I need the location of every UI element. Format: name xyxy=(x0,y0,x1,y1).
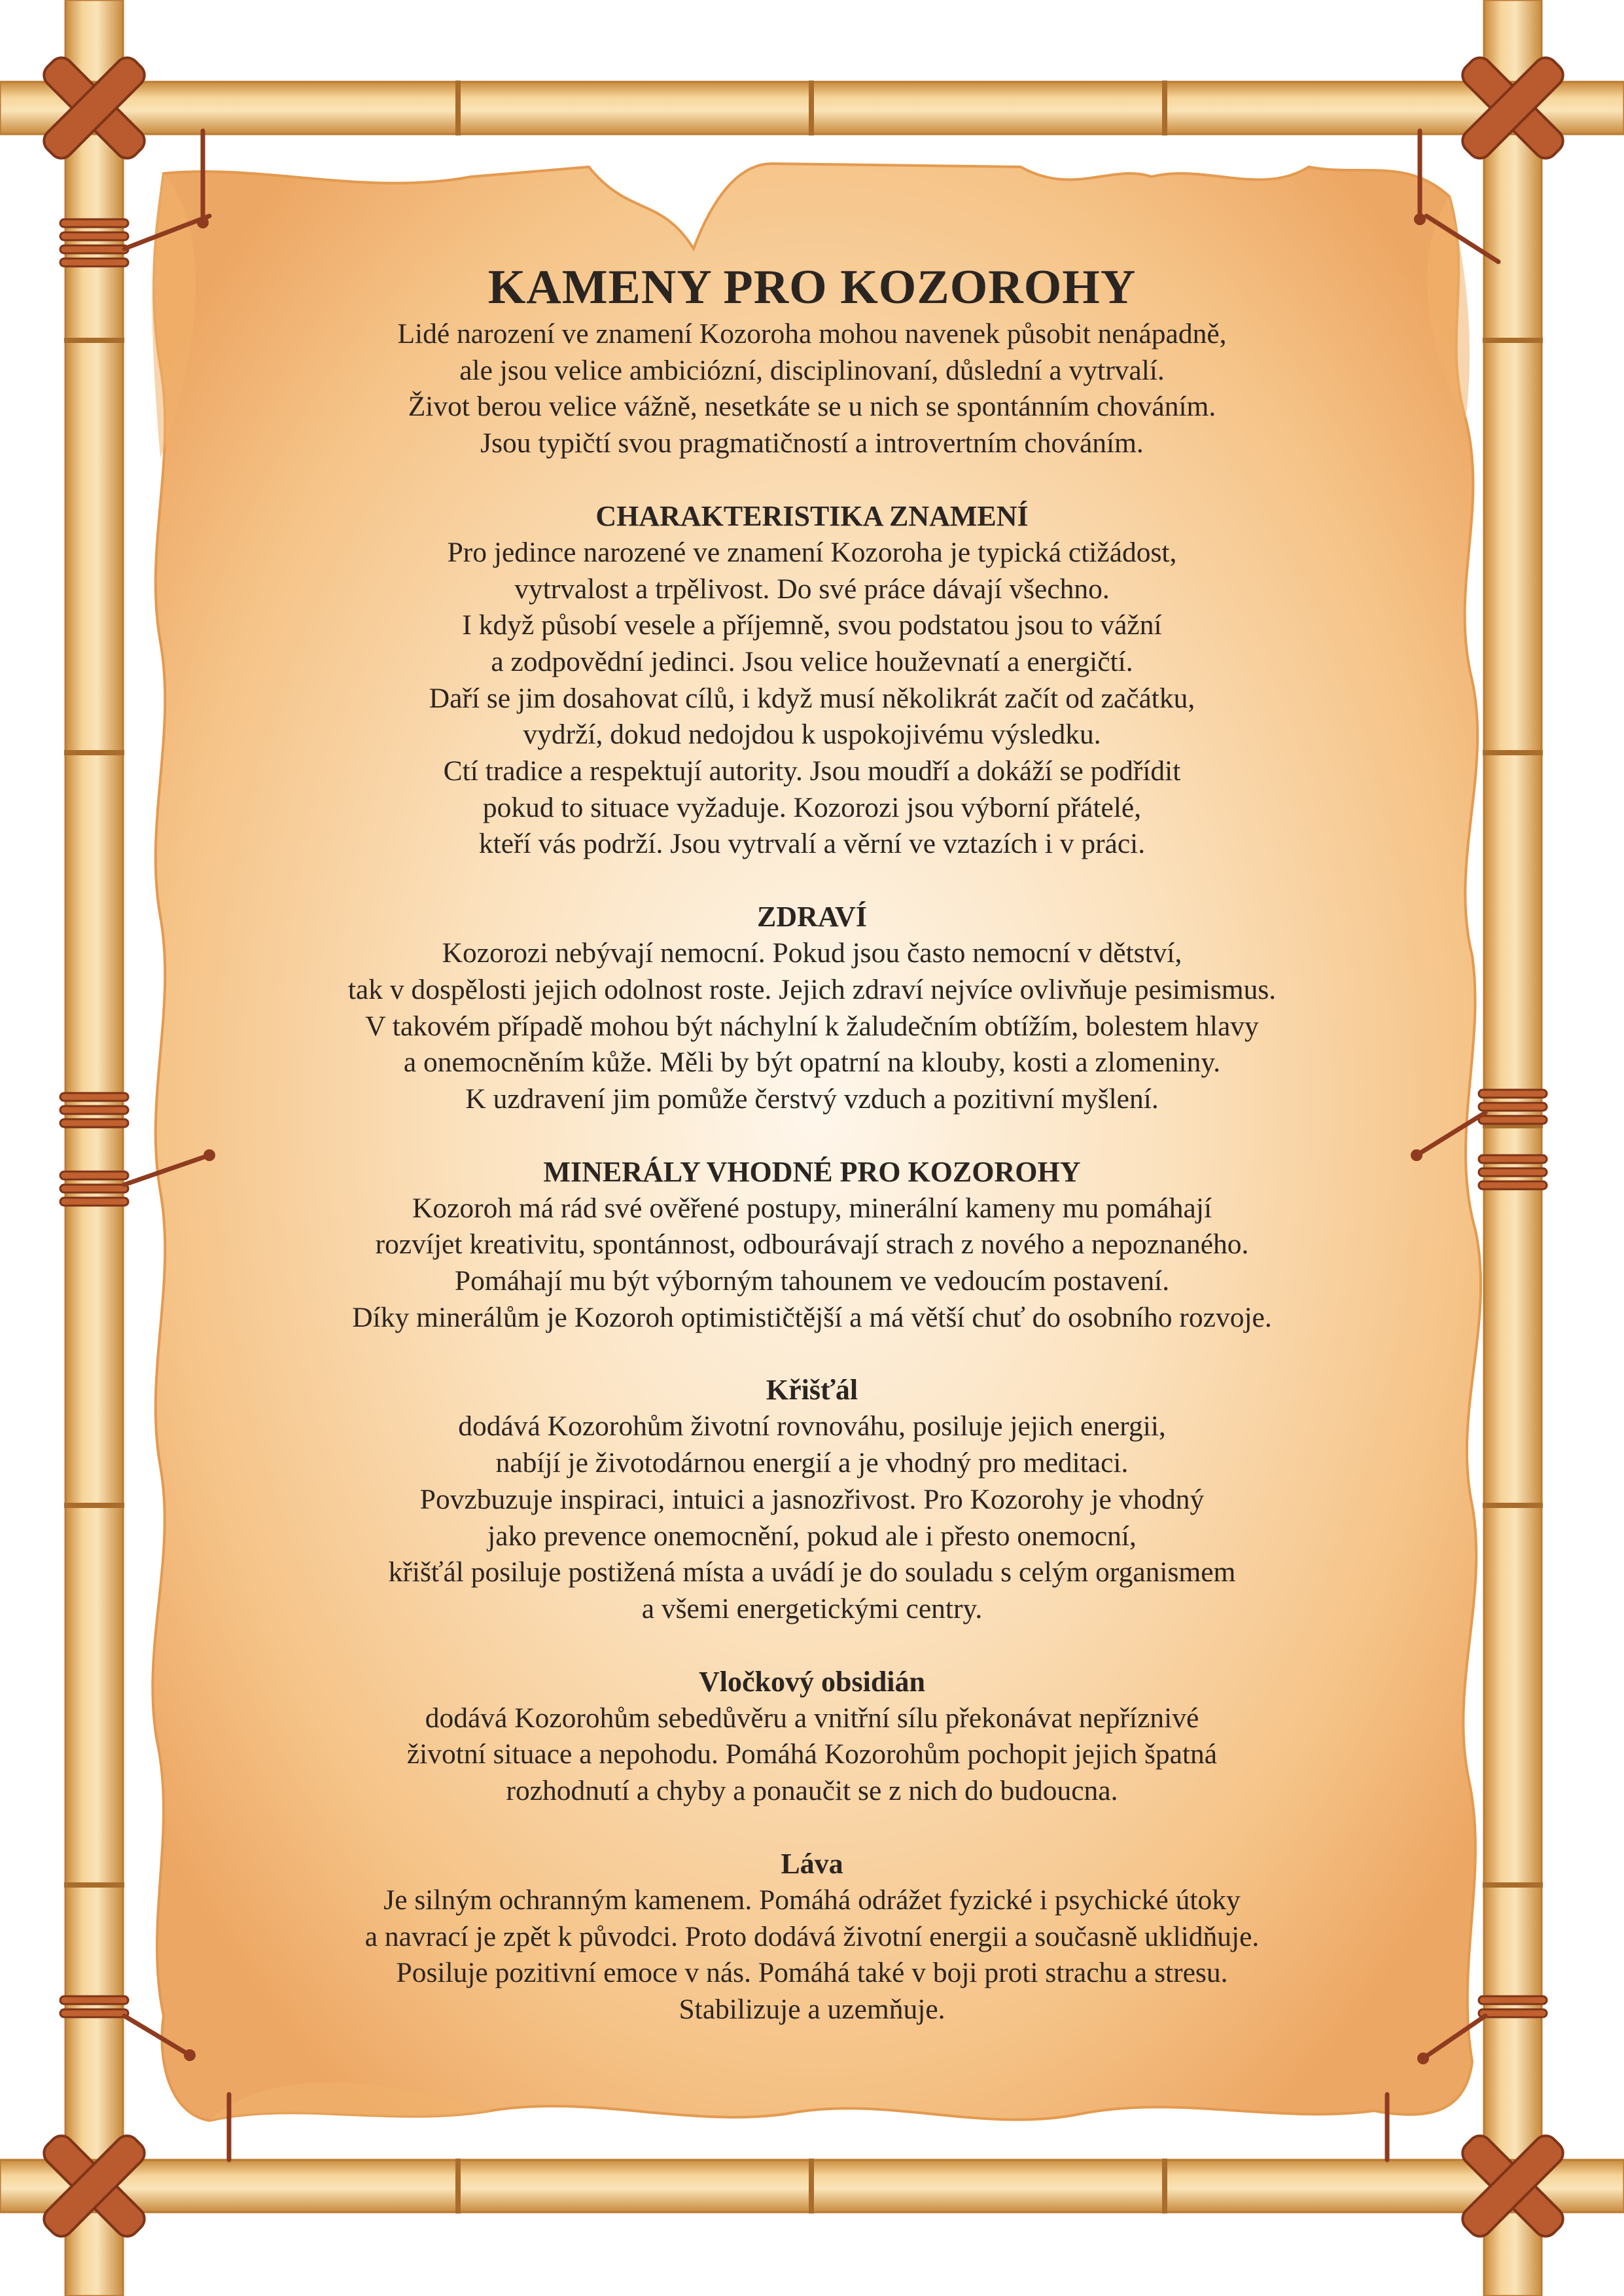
section-heading: Láva xyxy=(781,1847,843,1880)
section-crystal xyxy=(249,1372,1375,1627)
text-line: Díky minerálům je Kozoroh optimističtější a má větší chuť do osobního rozvoje. xyxy=(352,1301,1272,1333)
bamboo-right xyxy=(1483,0,1543,2296)
section-heading: CHARAKTERISTIKA ZNAMENÍ xyxy=(595,499,1029,532)
section-heading: ZDRAVÍ xyxy=(757,901,867,933)
bamboo-left xyxy=(64,0,124,2296)
text-line: tak v dospělosti jejich odolnost roste. Jejich zdraví nejvíce ovlivňuje pesimismus. xyxy=(347,973,1277,1005)
text-line: křišťál posiluje postižená místa a uvádí je do souladu s celým organismem xyxy=(388,1556,1236,1588)
text-line: Jsou typičtí svou pragmatičností a introvertním chováním. xyxy=(480,427,1144,459)
text-line: Kozoroh má rád své ověřené postupy, minerální kameny mu pomáhají xyxy=(412,1192,1212,1224)
text-line: dodává Kozorohům životní rovnováhu, posiluje jejich energii, xyxy=(458,1410,1166,1443)
text-line: pokud to situace vyžaduje. Kozorozi jsou výborní přátelé, xyxy=(482,791,1142,823)
text-line: a zodpovědní jedinci. Jsou velice houževnatí a energičtí. xyxy=(491,645,1133,677)
text-line: vytrvalost a trpělivost. Do své práce dávají všechno. xyxy=(514,573,1110,605)
text-line: jako prevence onemocnění, pokud ale i přesto onemocní, xyxy=(487,1520,1137,1552)
text-line: Kozorozi nebývají nemocní. Pokud jsou často nemocní v dětství, xyxy=(442,937,1182,969)
document-body xyxy=(249,259,1375,2028)
intro-paragraph xyxy=(249,316,1375,462)
text-line: I když působí vesele a příjemně, svou podstatou jsou to vážní xyxy=(462,609,1162,641)
text-line: kteří vás podrží. Jsou vytrvalí a věrní ve vztazích i v práci. xyxy=(478,828,1146,860)
section-minerals xyxy=(249,1154,1375,1336)
text-line: životní situace a nepohodu. Pomáhá Kozorohům pochopit jejich špatná xyxy=(406,1738,1218,1770)
text-line: V takovém případě mohou být náchylní k žaludečním obtížím, bolestem hlavy xyxy=(365,1010,1259,1042)
page-title: KAMENY PRO KOZOROHY xyxy=(487,260,1137,314)
text-line: a onemocněním kůže. Měli by být opatrní na klouby, kosti a zlomeniny. xyxy=(403,1047,1221,1079)
text-line: ale jsou velice ambiciózní, disciplinovaní, důslední a vytrvalí. xyxy=(459,354,1165,386)
text-line: vydrží, dokud nedojdou k uspokojivému výsledku. xyxy=(523,719,1101,751)
text-line: Lidé narození ve znamení Kozoroha mohou navenek působit nenápadně, xyxy=(397,318,1227,350)
section-health xyxy=(249,899,1375,1118)
text-line: Pomáhají mu být výborným tahounem ve vedoucím postavení. xyxy=(454,1265,1170,1297)
text-line: a všemi energetickými centry. xyxy=(641,1592,983,1624)
text-line: Pro jedince narozené ve znamení Kozoroha je typická ctižádost, xyxy=(447,536,1177,568)
text-line: Je silným ochranným kamenem. Pomáhá odrážet fyzické i psychické útoky xyxy=(383,1884,1241,1916)
section-heading: Křišťál xyxy=(766,1374,858,1407)
section-heading: MINERÁLY VHODNÉ PRO KOZOROHY xyxy=(543,1155,1081,1188)
text-line: rozhodnutí a chyby a ponaučit se z nich do budoucna. xyxy=(506,1775,1118,1807)
section-heading: Vločkový obsidián xyxy=(699,1665,925,1698)
text-line: Posiluje pozitivní emoce v nás. Pomáhá také v boji proti strachu a stresu. xyxy=(396,1957,1228,1989)
text-line: nabíjí je životodárnou energií a je vhodný pro meditaci. xyxy=(495,1447,1129,1479)
section-characteristics xyxy=(249,498,1375,863)
text-line: Povzbuzuje inspiraci, intuici a jasnozřivost. Pro Kozorohy je vhodný xyxy=(419,1483,1205,1515)
text-line: Život berou velice vážně, nesetkáte se u nich se spontánním chováním. xyxy=(408,391,1216,423)
text-line: rozvíjet kreativitu, spontánnost, odbourávají strach z nového a nepoznaného. xyxy=(375,1229,1249,1261)
text-line: dodává Kozorohům sebedůvěru a vnitřní sílu překonávat nepříznivé xyxy=(425,1702,1199,1734)
section-obsidian xyxy=(249,1664,1375,1810)
bamboo-bottom xyxy=(0,2159,1624,2214)
text-line: Stabilizuje a uzemňuje. xyxy=(679,1993,945,2025)
text-line: Ctí tradice a respektují autority. Jsou moudří a dokáží se podřídit xyxy=(443,755,1181,787)
text-line: Daří se jim dosahovat cílů, i když musí několikrát začít od začátku, xyxy=(429,682,1195,714)
text-line: a navrací je zpět k původci. Proto dodává životní energii a současně uklidňuje. xyxy=(364,1920,1260,1952)
section-lava xyxy=(249,1846,1375,2028)
text-line: K uzdravení jim pomůže čerstvý vzduch a pozitivní myšlení. xyxy=(465,1083,1159,1115)
bamboo-top xyxy=(0,81,1624,135)
